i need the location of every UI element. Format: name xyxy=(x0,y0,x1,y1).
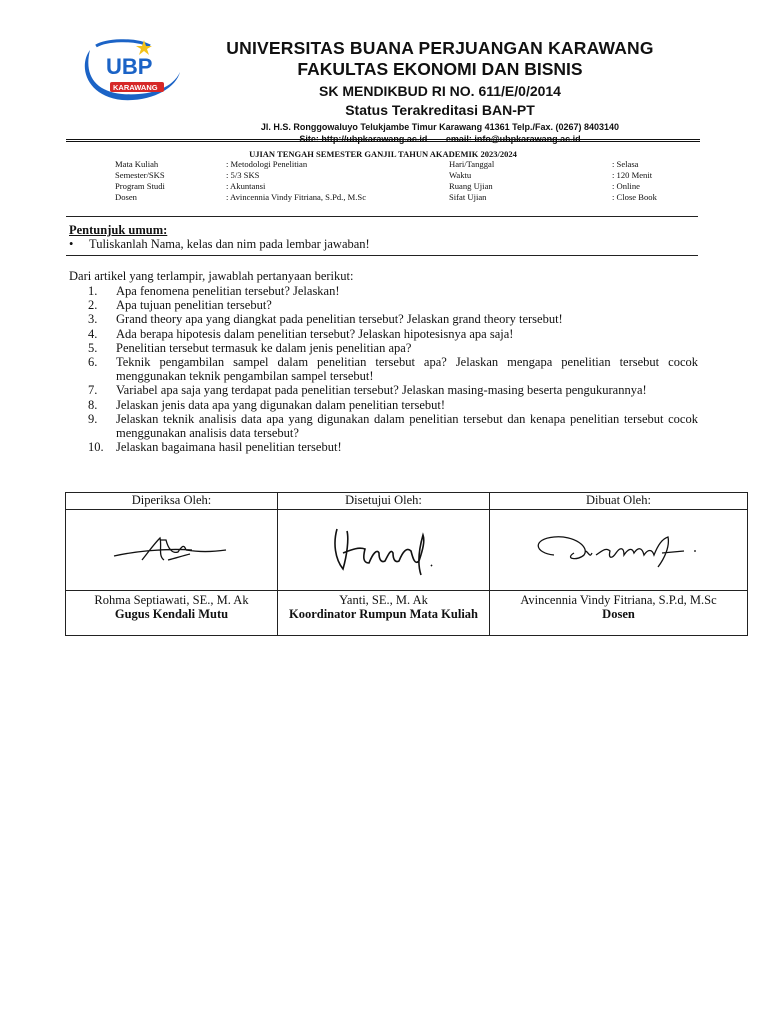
university-name: UNIVERSITAS BUANA PERJUANGAN KARAWANG xyxy=(226,38,654,58)
signature-cell xyxy=(66,510,278,591)
info-row xyxy=(449,181,699,192)
instructions-text: Tuliskanlah Nama, kelas dan nim pada lembar jawaban! xyxy=(89,237,370,251)
address: Jl. H.S. Ronggowaluyo Telukjambe Timur Karawang 41361 Telp./Fax. (0267) 8403140 xyxy=(260,122,620,132)
question-text: Ada berapa hipotesis dalam penelitian tersebut? Jelaskan hipotesisnya apa saja! xyxy=(116,326,514,341)
question-text: Teknik pengambilan sampel dalam penelitian tersebut apa? Jelaskan mengapa penelitian tersebut cocok menggunakan teknik pengambilan sampel tersebut! xyxy=(116,355,698,384)
approval-header: Dibuat Oleh: xyxy=(490,493,748,510)
info-key: Program Studi xyxy=(115,181,165,191)
approval-header: Diperiksa Oleh: xyxy=(66,493,278,510)
approver-name: Rohma Septiawati, SE., M. Ak xyxy=(94,593,249,607)
info-value: : Metodologi Penelitian xyxy=(226,159,308,169)
question-number: 9. xyxy=(88,411,98,426)
question-text: Apa fenomena penelitian tersebut? Jelaskan! xyxy=(116,284,340,298)
questions-intro: Dari artikel yang terlampir, jawablah pertanyaan berikut: xyxy=(69,269,354,283)
approver-name: Yanti, SE., M. Ak xyxy=(339,593,428,607)
question-number: 10. xyxy=(88,440,104,455)
exam-info-right xyxy=(449,159,699,203)
question-text: Apa tujuan penelitian tersebut? xyxy=(116,298,272,313)
sk-number: SK MENDIKBUD RI NO. 611/E/0/2014 xyxy=(319,83,561,99)
instructions-title: Pentunjuk umum: xyxy=(69,223,168,237)
info-value: : Online xyxy=(612,181,640,191)
approver-role: Gugus Kendali Mutu xyxy=(114,607,229,621)
question-item xyxy=(88,312,698,326)
signature-image xyxy=(524,525,714,575)
question-item xyxy=(88,440,698,454)
accreditation-status: Status Terakreditasi BAN-PT xyxy=(345,102,535,118)
approver-cell xyxy=(278,591,490,636)
question-number: 5. xyxy=(88,340,98,355)
exam-info-left xyxy=(115,159,445,203)
divider xyxy=(66,216,698,217)
info-key: Waktu xyxy=(449,170,472,180)
approver-cell xyxy=(490,591,748,636)
signature-image xyxy=(319,519,449,581)
info-value: : Akuntansi xyxy=(226,181,266,191)
question-text: Penelitian tersebut termasuk ke dalam jenis penelitian apa? xyxy=(116,340,412,355)
question-item xyxy=(88,398,698,412)
info-row xyxy=(115,170,445,181)
svg-text:KARAWANG: KARAWANG xyxy=(113,83,158,92)
question-number: 7. xyxy=(88,383,98,398)
info-key: Dosen xyxy=(115,192,137,202)
website-link[interactable]: Site: http://ubpkarawang.ac.id xyxy=(299,134,428,144)
approval-header: Disetujui Oleh: xyxy=(278,493,490,510)
question-text: Jelaskan bagaimana hasil penelitian tersebut! xyxy=(116,440,342,455)
info-key: Hari/Tanggal xyxy=(449,159,495,169)
question-number: 2. xyxy=(88,298,98,313)
email-link[interactable]: email: info@ubpkarawang.ac.id xyxy=(445,134,581,144)
info-key: Semester/SKS xyxy=(115,170,165,180)
info-value: : Close Book xyxy=(612,192,657,202)
question-text: Grand theory apa yang diangkat pada penelitian tersebut? Jelaskan grand theory tersebut! xyxy=(116,312,563,327)
question-item xyxy=(88,327,698,341)
letterhead xyxy=(190,38,690,145)
question-number: 6. xyxy=(88,355,98,370)
question-item xyxy=(88,412,698,440)
svg-text:UBP: UBP xyxy=(106,54,153,79)
approver-role: Dosen xyxy=(602,607,635,621)
question-number: 8. xyxy=(88,397,98,412)
bullet-icon: • xyxy=(69,237,74,251)
info-key: Sifat Ujian xyxy=(449,192,487,202)
info-row xyxy=(115,192,445,203)
info-row xyxy=(449,192,699,203)
info-row xyxy=(115,181,445,192)
question-item xyxy=(88,298,698,312)
approver-name: Avincennia Vindy Fitriana, S.P.d, M.Sc xyxy=(520,593,717,607)
approver-role: Koordinator Rumpun Mata Kuliah xyxy=(288,607,479,621)
question-item xyxy=(88,341,698,355)
exam-title: UJIAN TENGAH SEMESTER GANJIL TAHUN AKADEMIK 2023/2024 xyxy=(249,149,517,159)
info-value: : 5/3 SKS xyxy=(226,170,260,180)
divider xyxy=(66,255,698,256)
info-value: : Avincennia Vindy Fitriana, S.Pd., M.Sc xyxy=(226,192,367,202)
letterhead-divider xyxy=(66,139,700,142)
question-number: 4. xyxy=(88,326,98,341)
question-item xyxy=(88,284,698,298)
signature-cell xyxy=(278,510,490,591)
question-item xyxy=(88,383,698,397)
info-row xyxy=(115,159,445,170)
question-text: Jelaskan teknik analisis data apa yang digunakan dalam penelitian tersebut dan kenapa penelitian tersebut cocok menggunakan analisis data tersebut? xyxy=(116,411,698,441)
question-item xyxy=(88,355,698,383)
signature-image xyxy=(102,530,242,570)
info-row xyxy=(449,159,699,170)
question-list xyxy=(88,284,698,454)
info-value: : 120 Menit xyxy=(612,170,653,180)
question-text: Jelaskan jenis data apa yang digunakan dalam penelitian tersebut! xyxy=(116,397,446,412)
question-number: 3. xyxy=(88,312,98,327)
university-logo xyxy=(76,36,186,108)
info-row xyxy=(449,170,699,181)
instructions-item xyxy=(69,237,370,252)
approver-cell xyxy=(66,591,278,636)
approval-table xyxy=(65,492,748,636)
question-text: Variabel apa saja yang terdapat pada penelitian tersebut? Jelaskan masing-masing beserta pengukurannya! xyxy=(116,383,647,398)
info-key: Ruang Ujian xyxy=(449,181,493,191)
info-value: : Selasa xyxy=(612,159,639,169)
faculty-name: FAKULTAS EKONOMI DAN BISNIS xyxy=(297,59,583,79)
question-number: 1. xyxy=(88,284,98,298)
info-key: Mata Kuliah xyxy=(115,159,159,169)
signature-cell xyxy=(490,510,748,591)
